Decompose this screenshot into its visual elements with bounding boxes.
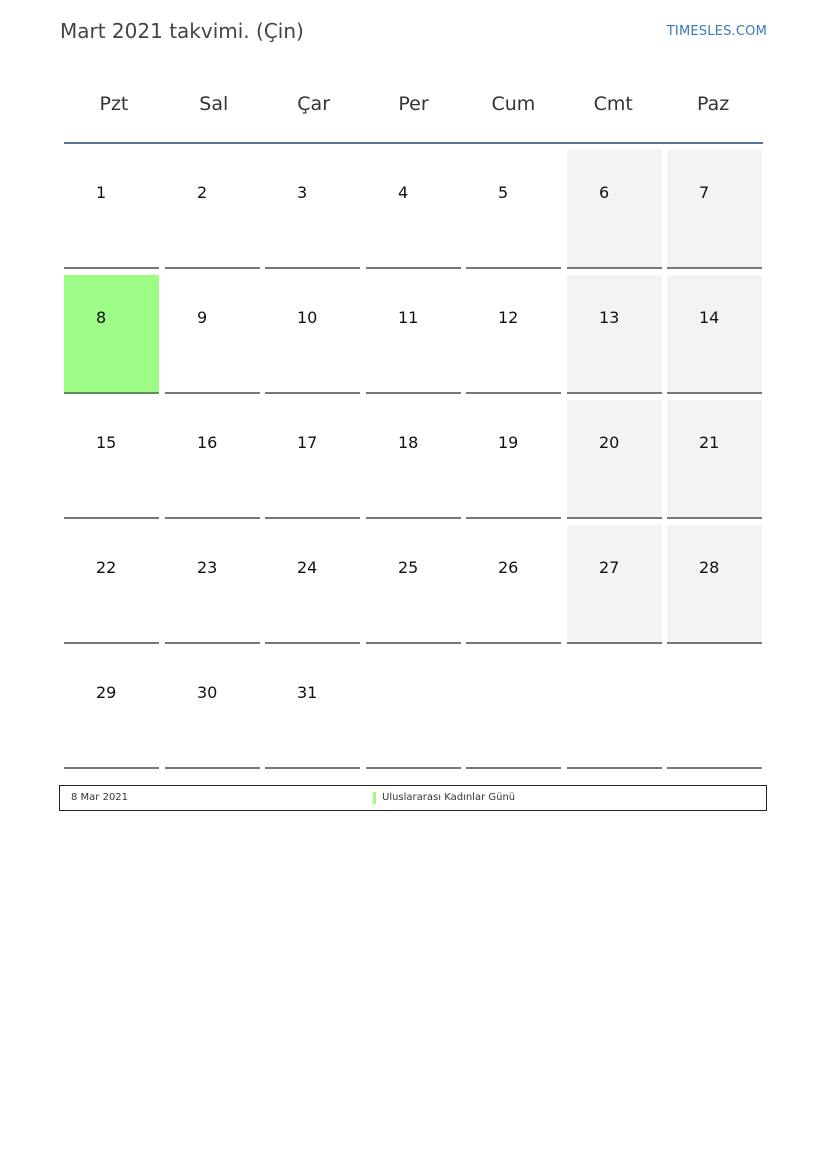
day-number: 11	[398, 308, 419, 327]
day-cell[interactable]	[165, 275, 260, 394]
day-number: 14	[699, 308, 720, 327]
weekday-label: Çar	[297, 93, 331, 115]
day-cell[interactable]	[466, 275, 561, 394]
day-number: 29	[96, 683, 117, 702]
day-number: 12	[498, 308, 519, 327]
day-cell[interactable]	[265, 275, 360, 394]
day-number: 18	[398, 433, 419, 452]
day-cell[interactable]	[667, 150, 762, 269]
day-number: 8	[96, 308, 107, 327]
day-number: 30	[197, 683, 218, 702]
calendar-title: Mart 2021 takvimi. (Çin)	[60, 19, 304, 43]
day-cell[interactable]	[366, 400, 461, 519]
weekday-header	[64, 78, 763, 130]
day-number: 4	[398, 183, 409, 202]
day-cell[interactable]	[165, 400, 260, 519]
day-cell[interactable]	[366, 525, 461, 644]
day-cell[interactable]	[667, 650, 762, 769]
day-number: 15	[96, 433, 117, 452]
day-cell[interactable]	[265, 400, 360, 519]
day-cell[interactable]	[165, 650, 260, 769]
day-cell[interactable]	[64, 275, 159, 394]
day-cell[interactable]	[567, 650, 662, 769]
day-cell[interactable]	[466, 400, 561, 519]
header-divider	[64, 142, 763, 144]
day-number: 23	[197, 558, 218, 577]
day-number: 27	[599, 558, 620, 577]
day-number: 13	[599, 308, 620, 327]
day-number: 16	[197, 433, 218, 452]
day-number: 3	[297, 183, 308, 202]
day-cell[interactable]	[567, 275, 662, 394]
day-cell[interactable]	[64, 650, 159, 769]
day-cell[interactable]	[466, 650, 561, 769]
day-number: 9	[197, 308, 208, 327]
day-number: 5	[498, 183, 509, 202]
day-cell[interactable]	[366, 150, 461, 269]
weekday-label: Per	[398, 93, 429, 115]
holiday-legend	[59, 785, 767, 811]
day-number: 17	[297, 433, 318, 452]
brand-link[interactable]: TIMESLES.COM	[666, 24, 767, 39]
weekday-label: Paz	[696, 93, 730, 115]
weekday-label: Sal	[199, 93, 229, 115]
day-cell[interactable]	[265, 150, 360, 269]
day-number: 20	[599, 433, 620, 452]
legend-color-marker	[373, 792, 376, 804]
day-cell[interactable]	[667, 275, 762, 394]
day-cell[interactable]	[64, 400, 159, 519]
day-cell[interactable]	[366, 275, 461, 394]
day-cell[interactable]	[64, 525, 159, 644]
day-cell[interactable]	[567, 150, 662, 269]
day-cell[interactable]	[265, 650, 360, 769]
day-number: 24	[297, 558, 318, 577]
day-number: 10	[297, 308, 318, 327]
weekday-label: Cum	[491, 93, 536, 115]
day-number: 19	[498, 433, 519, 452]
day-number: 1	[96, 183, 107, 202]
legend-holiday-name: Uluslararası Kadınlar Günü	[382, 792, 516, 803]
day-cell[interactable]	[165, 150, 260, 269]
day-number: 7	[699, 183, 710, 202]
day-number: 2	[197, 183, 208, 202]
day-cell[interactable]	[366, 650, 461, 769]
day-cell[interactable]	[466, 525, 561, 644]
day-cell[interactable]	[64, 150, 159, 269]
day-cell[interactable]	[567, 400, 662, 519]
legend-date: 8 Mar 2021	[71, 792, 129, 803]
weekday-label: Cmt	[593, 93, 633, 115]
day-number: 6	[599, 183, 610, 202]
day-cell[interactable]	[466, 150, 561, 269]
day-cell[interactable]	[165, 525, 260, 644]
day-number: 21	[699, 433, 720, 452]
weekday-label: Pzt	[99, 93, 129, 115]
day-number: 31	[297, 683, 318, 702]
day-cell[interactable]	[667, 400, 762, 519]
day-number: 28	[699, 558, 720, 577]
day-cell[interactable]	[567, 525, 662, 644]
day-number: 22	[96, 558, 117, 577]
day-number: 25	[398, 558, 419, 577]
day-cell[interactable]	[265, 525, 360, 644]
day-number: 26	[498, 558, 519, 577]
day-cell[interactable]	[667, 525, 762, 644]
